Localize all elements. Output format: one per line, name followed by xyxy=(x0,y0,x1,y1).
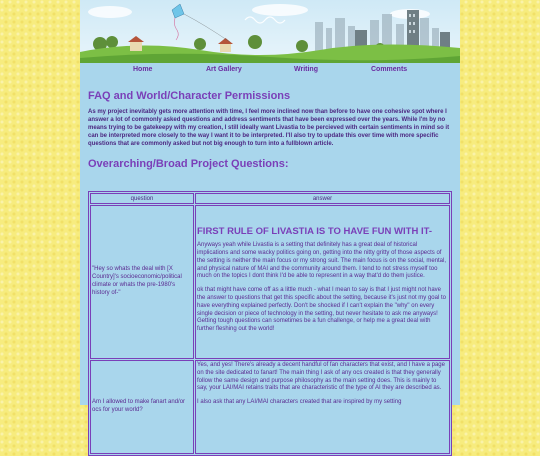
answer-cell xyxy=(195,360,450,454)
answer-paragraph: Yes, and yes! There's already a decent handful of fan characters that exist, and I have a page on the site dedicated to fanart! The main thing I ask of any ocs created is that they generally follow the same design and purpose philosophy as the main setting does. This is mainly to say, your LAI/MAI retains traits that are characteristic of the type of AI they are described as. xyxy=(197,362,445,392)
section-heading: Overarching/Broad Project Questions: xyxy=(88,158,289,171)
answer-paragraph: Anyways yeah while Livastia is a setting that definitely has a great deal of historical implications and some wacky politics going on, getting into the nitty gritty of those aspects of the setting is neither the main focus or my strong suit. The main focus is on the social, mental, and physical nature of MAI and the community around them. I tend to not stress myself too much on the topics I dont think I'd be able to represent in a way that'd do them justice. xyxy=(197,242,447,280)
intro-paragraph: As my project inevitably gets more attention with time, I feel more inclined now than before to have one cohesive spot where I answer a lot of commonly asked questions and address sentiments that have been expressed over the years. While I'm by no means trying to be gatekeepy with my creation, I still ideally want Livastia to be percieved with certain sentiments in mind so it can be interpreted more closely to the way I want it to be interpreted. I'll also try to update this over time with more specific questions that are commonly asked but not big enough to turn into a fullblown article. xyxy=(88,109,450,148)
nav-comments-link[interactable]: Comments xyxy=(371,66,408,73)
banner-scene xyxy=(80,0,460,63)
question-cell: Am I allowed to make fanart and/or ocs for your world? xyxy=(90,360,194,454)
page-title: FAQ and World/Character Permissions xyxy=(88,90,291,102)
table-row xyxy=(90,205,450,359)
answer-column-header: answer xyxy=(195,193,450,204)
question-cell: "Hey so whats the deal with [X Country]'s socioeconomic/political climate or whats the pre-1980's history of-" xyxy=(90,205,194,359)
banner-illustration xyxy=(80,0,460,63)
table-row xyxy=(90,360,450,454)
answer-paragraph: ok that might have come off as a little much - what I mean to say is that I just might not have the answer to questions that get this specific about the setting, because it's just not my goal to have everything explained perfectly. Don't be shocked if I can't explain the "why" on every single decision or piece of technology in the setting, but never hesitate to ask me anyways! Getting tough questions can sometimes be a fun challenge, or help me a great deal with further fleshing out the world! xyxy=(197,287,446,333)
faq-table xyxy=(88,191,452,456)
main-content xyxy=(88,90,452,413)
answer-cell xyxy=(195,205,450,359)
main-nav xyxy=(80,63,460,80)
page-container xyxy=(80,0,460,413)
answer-paragraph: I also ask that any LAI/MAI characters created that are inspired by my setting xyxy=(197,399,402,406)
answer-title: FIRST RULE OF LIVASTIA IS TO HAVE FUN WITH IT- xyxy=(197,225,433,237)
faq-header-row xyxy=(90,193,450,204)
nav-art-gallery-link[interactable]: Art Gallery xyxy=(206,66,242,73)
nav-home-link[interactable]: Home xyxy=(133,66,153,73)
question-column-header: question xyxy=(90,193,194,204)
nav-writing-link[interactable]: Writing xyxy=(294,66,318,73)
